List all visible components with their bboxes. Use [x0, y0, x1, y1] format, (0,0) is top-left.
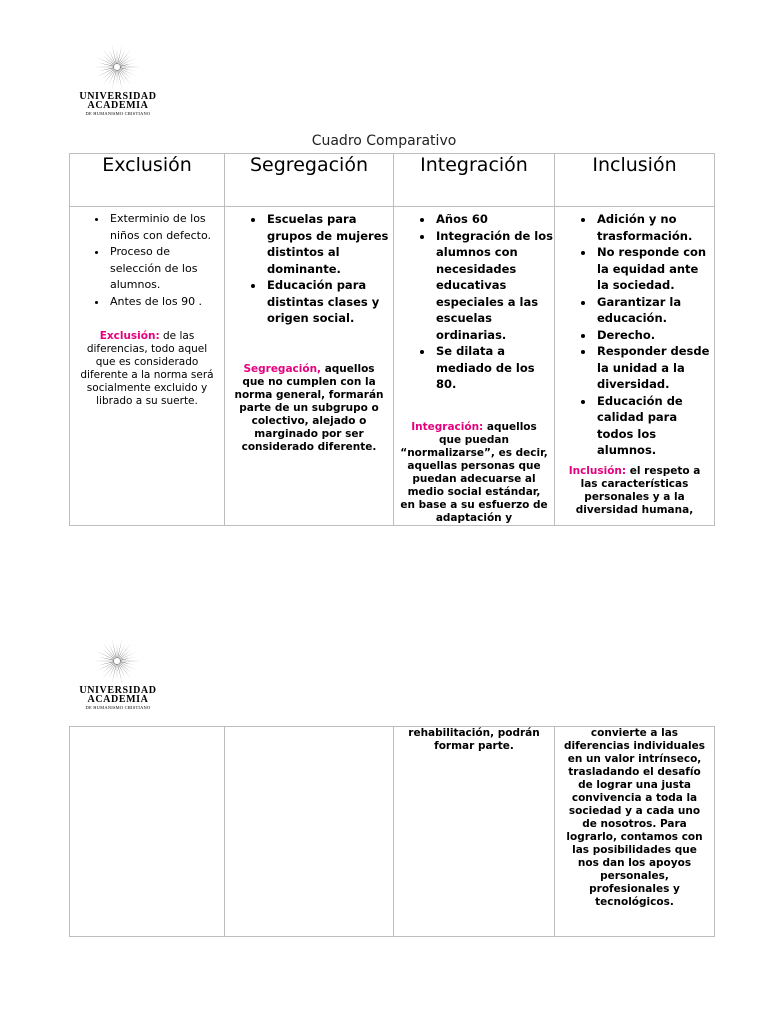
logo-line-1: UNIVERSIDAD: [79, 685, 157, 696]
list-item: • Educación de calidad para todos los alumnos.: [595, 393, 714, 459]
definition-keyword: Exclusión:: [99, 330, 160, 342]
list-item: • Derecho.: [595, 327, 714, 344]
university-logo: [78, 42, 198, 116]
sunburst-icon: [92, 636, 142, 686]
cell-exclusion-cont: [70, 727, 225, 937]
definition-integracion: [394, 421, 554, 525]
definition-keyword: Integración:: [411, 420, 484, 433]
logo-line-1: UNIVERSIDAD: [79, 91, 157, 102]
definition-text: el respeto a las características personales y a la diversidad humana,: [575, 464, 701, 516]
definition-inclusion: [555, 465, 714, 517]
header-inclusion: Inclusión: [555, 154, 715, 207]
comparison-table: [69, 153, 715, 526]
logo-line-3: DE HUMANISMO CRISTIANO: [85, 705, 151, 710]
list-item: • Educación para distintas clases y origen social.: [265, 277, 393, 327]
definition-keyword: Segregación,: [243, 362, 322, 375]
logo-line-2: ACADEMIA: [87, 694, 149, 705]
definition-inclusion-cont: convierte a las diferencias individuales en un valor intrínseco, trasladando el desafío de lograr una justa convivencia a toda la sociedad y a cada uno de nosotros. Para lograrlo, contamos con las posibilidades que nos dan los apoyos personales, profesionales y tecnológicos.: [563, 727, 706, 908]
header-integracion: Integración: [394, 154, 555, 207]
list-item: • Garantizar la educación.: [595, 294, 714, 327]
list-item: • Se dilata a mediado de los 80.: [434, 343, 554, 393]
list-item: • Años 60: [434, 211, 554, 228]
list-item: • Integración de los alumnos con necesidades educativas especiales a las escuelas ordinarias.: [434, 228, 554, 344]
list-item: • Adición y no trasformación.: [595, 211, 714, 244]
list-item: • No responde con la equidad ante la sociedad.: [595, 244, 714, 294]
list-item: • Responder desde la unidad a la diversidad.: [595, 343, 714, 393]
definition-segregacion: [225, 363, 393, 454]
document-title: Cuadro Comparativo: [311, 133, 457, 149]
definition-integracion-cont: rehabilitación, podrán formar parte.: [408, 727, 540, 752]
list-item: • Antes de los 90 .: [108, 294, 224, 311]
definition-exclusion: [70, 330, 224, 408]
header-exclusion: Exclusión: [70, 154, 225, 207]
cell-segregacion: [225, 207, 394, 526]
university-logo: [78, 636, 198, 710]
list-item: • Proceso de selección de los alumnos.: [108, 244, 224, 294]
header-segregacion: Segregación: [225, 154, 394, 207]
definition-text: de las diferencias, todo aquel que es considerado diferente a la norma será socialmente excluido y librado a su suerte.: [80, 330, 214, 407]
sunburst-icon: [92, 42, 142, 92]
definition-keyword: Inclusión:: [568, 464, 627, 477]
cell-segregacion-cont: [225, 727, 394, 937]
list-item: • Exterminio de los niños con defecto.: [108, 211, 224, 244]
logo-line-3: DE HUMANISMO CRISTIANO: [85, 111, 151, 116]
cell-inclusion-cont: [555, 727, 715, 937]
definition-text: aquellos que no cumplen con la norma general, formarán parte de un subgrupo o colectivo, alejado o marginado por ser considerado diferente.: [234, 362, 384, 453]
definition-text: aquellos que puedan “normalizarse”, es decir, aquellas personas que puedan adecuarse al medio social estándar, en base a su esfuerzo de adaptación y: [400, 420, 548, 524]
list-item: • Escuelas para grupos de mujeres distintos al dominante.: [265, 211, 393, 277]
cell-integracion-cont: [394, 727, 555, 937]
cell-exclusion: [70, 207, 225, 526]
logo-line-2: ACADEMIA: [87, 100, 149, 111]
cell-inclusion: [555, 207, 715, 526]
cell-integracion: [394, 207, 555, 526]
comparison-table-continued: [69, 726, 715, 937]
